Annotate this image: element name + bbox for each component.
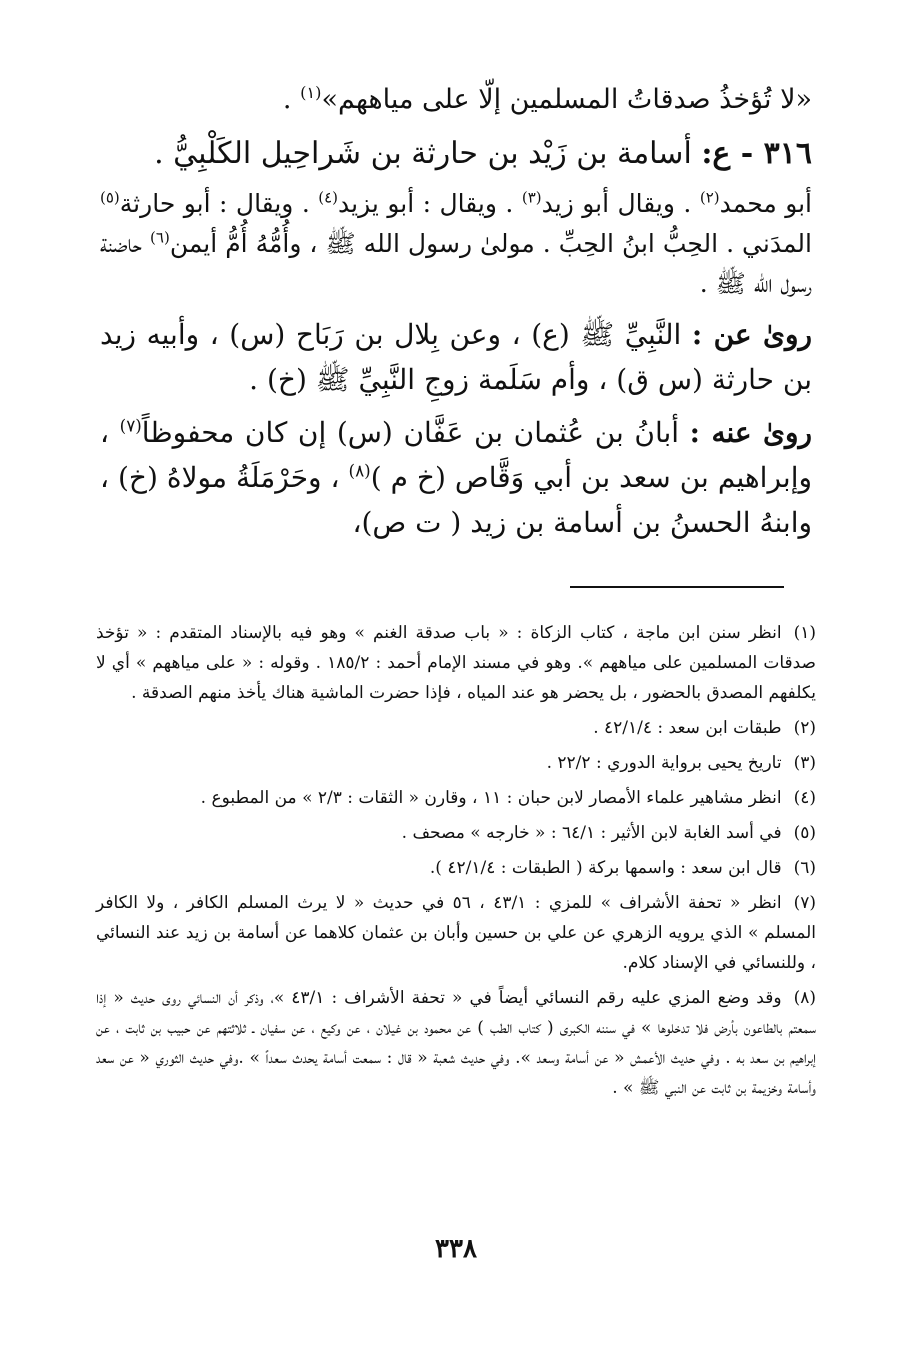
- footnote-5: [96, 818, 816, 848]
- footnote-number: (٤): [793, 788, 816, 808]
- bio-text-1: أبو محمد: [719, 189, 813, 218]
- footnote-separator: [570, 586, 784, 588]
- narrated-by-text-2: ، وإبراهيم بن سعد بن أبي وَقَّاص (خ م ): [100, 416, 812, 494]
- footnote-text: انظر « تحفة الأشراف » للمزي : ٤٣/١ ، ٥٦ في حديث « لا يرث المسلم الكافر ، ولا الكافر المسلم » الذي يرويه الزهري عن علي بن حسين وأبان بن عثمان كلاهما عن أسامة بن زيد عند النسائي ، وللنسائي في الإسناد كلام.: [96, 893, 816, 973]
- bio-text-3: . ويقال : أبو يزيد: [338, 189, 514, 218]
- hadith-end: .: [282, 84, 292, 115]
- narrated-from-text: النَّبِيِّ ﷺ (ع) ، وعن بِلال بن رَبَاح (س) ، وأبيه زيد بن حارثة (س ق) ، وأم سَلَمة زوجِ النَّبِيِّ ﷺ (خ) .: [100, 318, 812, 396]
- footnote-ref-3: (٣): [521, 188, 542, 207]
- footnote-text: تاريخ يحيى برواية الدوري : ٢٢/٢ .: [546, 753, 782, 773]
- footnote-text: وقد وضع المزي عليه رقم النسائي أيضاً في « تحفة الأشراف : ٤٣/١ »، وذكر أن النسائي روى حديث « إذا سمعتم بالطاعون بأرض فلا تدخلوها » في سننه الكبرى ( كتاب الطب ) عن محمود بن غيلان ، عن وكيع ، عن سفيان ـ ثلاثتهم عن حبيب بن ثابت ، عن إبراهيم بن سعد به . وفي حديث الأعمش « عن أسامة وسعد ». وفي حديث شعبة « قال : سمعت أسامة يحدث سعداً » .وفي حديث الثوري « عن سعد وأسامة وخزيمة بن ثابت عن النبي ﷺ » .: [96, 988, 816, 1098]
- footnote-ref-1: (١): [300, 83, 322, 102]
- footnote-6: [96, 853, 816, 883]
- footnote-ref-7: (٧): [119, 415, 142, 436]
- footnotes: [96, 618, 816, 1108]
- narrated-by-label: روىٰ عنه :: [689, 416, 813, 449]
- footnote-ref-5: (٥): [100, 188, 120, 207]
- footnote-number: (٧): [793, 893, 817, 913]
- narrated-from-paragraph: [100, 312, 812, 402]
- entry-name: أسامة بن زَيْد بن حارثة بن شَراحِيل الكَلْبِيُّ .: [154, 136, 692, 171]
- footnote-number: (٢): [793, 718, 816, 738]
- footnote-3: [96, 748, 816, 778]
- bio-text-2: . ويقال أبو زيد: [541, 189, 692, 218]
- footnote-text: قال ابن سعد : واسمها بركة ( الطبقات : ٤٢/١/٤ ).: [429, 858, 782, 878]
- page-number: ٣٣٨: [435, 1234, 477, 1264]
- narrated-by-text-1: أبانُ بن عُثمان بن عَفَّان (س) إن كان محفوظاً: [141, 416, 680, 449]
- narrated-by-paragraph: [100, 410, 812, 545]
- bio-text-5: المدَني . الحِبُّ ابنُ الحِبِّ . مولىٰ رسول الله ﷺ ، وأُمُّهُ أُمُّ أيمن: [169, 229, 812, 258]
- footnote-ref-4: (٤): [318, 188, 339, 207]
- footnote-number: (٨): [793, 988, 816, 1008]
- footnote-2: [96, 713, 816, 743]
- footnote-ref-6: (٦): [150, 228, 170, 247]
- footnote-4: [96, 783, 816, 813]
- entry-heading: [100, 130, 812, 178]
- footnote-ref-8: (٨): [348, 460, 371, 481]
- footnote-text: انظر سنن ابن ماجة ، كتاب الزكاة : « باب صدقة الغنم » وهو فيه بالإسناد المتقدم : « تؤخذ صدقات المسلمين على مياههم ». وهو في مسند الإمام أحمد : ١٨٥/٢ . وقوله : « على مياههم » أي لا يكلفهم المصدق بالحضور ، بل يحضر هو عند المياه ، فإذا حضرت الماشية هناك يأخذ منهم الصدقة .: [96, 623, 816, 703]
- footnote-number: (٦): [793, 858, 816, 878]
- footnote-text: في أسد الغابة لابن الأثير : ٦٤/١ : « خارجه » مصحف .: [401, 823, 782, 843]
- footnote-ref-2: (٢): [699, 188, 720, 207]
- bio-text-6: حاضنة رسول الله ﷺ .: [100, 229, 812, 298]
- bio-text-4: . ويقال : أبو حارثة: [119, 189, 310, 218]
- narrated-by-text-3: ، وحَرْمَلَةُ مولاهُ (خ) ، وابنهُ الحسنُ بن أسامة بن زيد ( ت ص)،: [100, 461, 812, 539]
- footnote-8: [96, 983, 816, 1103]
- hadith-line: [100, 78, 812, 122]
- main-text: [100, 78, 812, 553]
- hadith-quote: «لا تُؤخذُ صدقاتُ المسلمين إلّا على مياههم»: [321, 84, 812, 115]
- narrated-from-label: روىٰ عن :: [691, 318, 813, 351]
- entry-number: ٣١٦ - ع:: [701, 136, 812, 171]
- footnote-7: [96, 888, 816, 978]
- footnote-text: طبقات ابن سعد : ٤٢/١/٤ .: [593, 718, 782, 738]
- footnote-text: انظر مشاهير علماء الأمصار لابن حبان : ١١ ، وقارن « الثقات : ٢/٣ » من المطبوع .: [200, 788, 782, 808]
- biography-paragraph: [100, 184, 812, 304]
- footnote-1: [96, 618, 816, 708]
- footnote-number: (٥): [793, 823, 816, 843]
- footnote-number: (٣): [793, 753, 816, 773]
- footnote-number: (١): [793, 623, 816, 643]
